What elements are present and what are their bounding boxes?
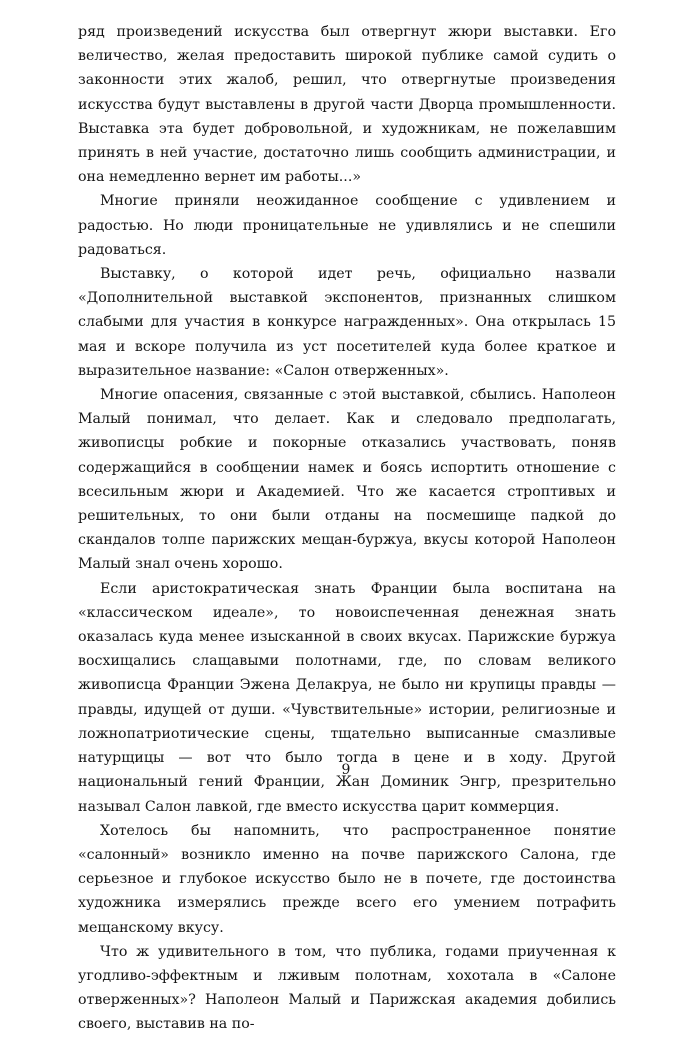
paragraph-3: Выставку, о которой идет речь, официально назвали «Дополнительной выставкой экспонентов, признанных слишком слабыми для участия в конкурсе награжденных». Она открылась 15 мая и вскоре получила из уст посетителей куда более краткое и выразительное название: «Салон отверженных». [78,266,616,379]
paragraph-6: Хотелось бы напомнить, что распространенное понятие «салонный» возникло именно на почве парижского Салона, где серьезное и глубокое искусство было не в почете, где достоинства художника измерялись прежде всего его умением потрафить мещанскому вкусу. [78,822,616,936]
paragraph-4: Многие опасения, связанные с этой выставкой, сбылись. Наполеон Малый понимал, что делает. Как и следовало предполагать, живописцы робкие и покорные отказались участвовать, поняв содержащийся в сообщении намек и боясь испортить отношение с всесильным жюри и Академией. Что же касается строптивых и решительных, то они были отданы на посмешище падкой до скандалов толпе парижских мещан-буржуа, вкусы которой Наполеон Малый знал очень хорошо. [78,387,616,573]
paragraph-5: Если аристократическая знать Франции была воспитана на «классическом идеале», то новоиспеченная денежная знать оказалась куда менее изысканной в своих вкусах. Парижские буржуа восхищались слащавыми полотнами, где, по словам великого живописца Франции Эжена Делакруа, не было ни крупицы правды — правды, идущей от души. «Чувствительные» истории, религиозные и ложнопатриотические сцены, тщательно выписанные смазливые натурщицы — вот что было тогда в цене и в ходу. Другой национальный гений Франции, Жан Доминик Энгр, презрительно называл Салон лавкой, где вместо искусства царит коммерция. [78,580,616,815]
paragraph-7: Что ж удивительного в том, что публика, годами приученная к угодливо-эффектным и лживым полотнам, хохотала в «Салоне отверженных»? Наполеон Малый и Парижская академия добились своего, выставив на по- [78,943,616,1033]
paragraph-2: Многие приняли неожиданное сообщение с удивлением и радостью. Но люди проницательные не удивлялись и не спешили радоваться. [78,193,616,258]
page-body [78,20,616,1037]
paragraph-1: ряд произведений искусства был отвергнут жюри выставки. Его величество, желая предоставить широкой публике самой судить о законности этих жалоб, решил, что отвергнутые произведения искусства будут выставлены в другой части Дворца промышленности. Выставка эта будет добровольной, и художникам, не пожелавшим принять в ней участие, достаточно лишь сообщить администрации, и она немедленно вернет им работы...» [78,24,616,186]
page-number: 9 [341,762,351,778]
